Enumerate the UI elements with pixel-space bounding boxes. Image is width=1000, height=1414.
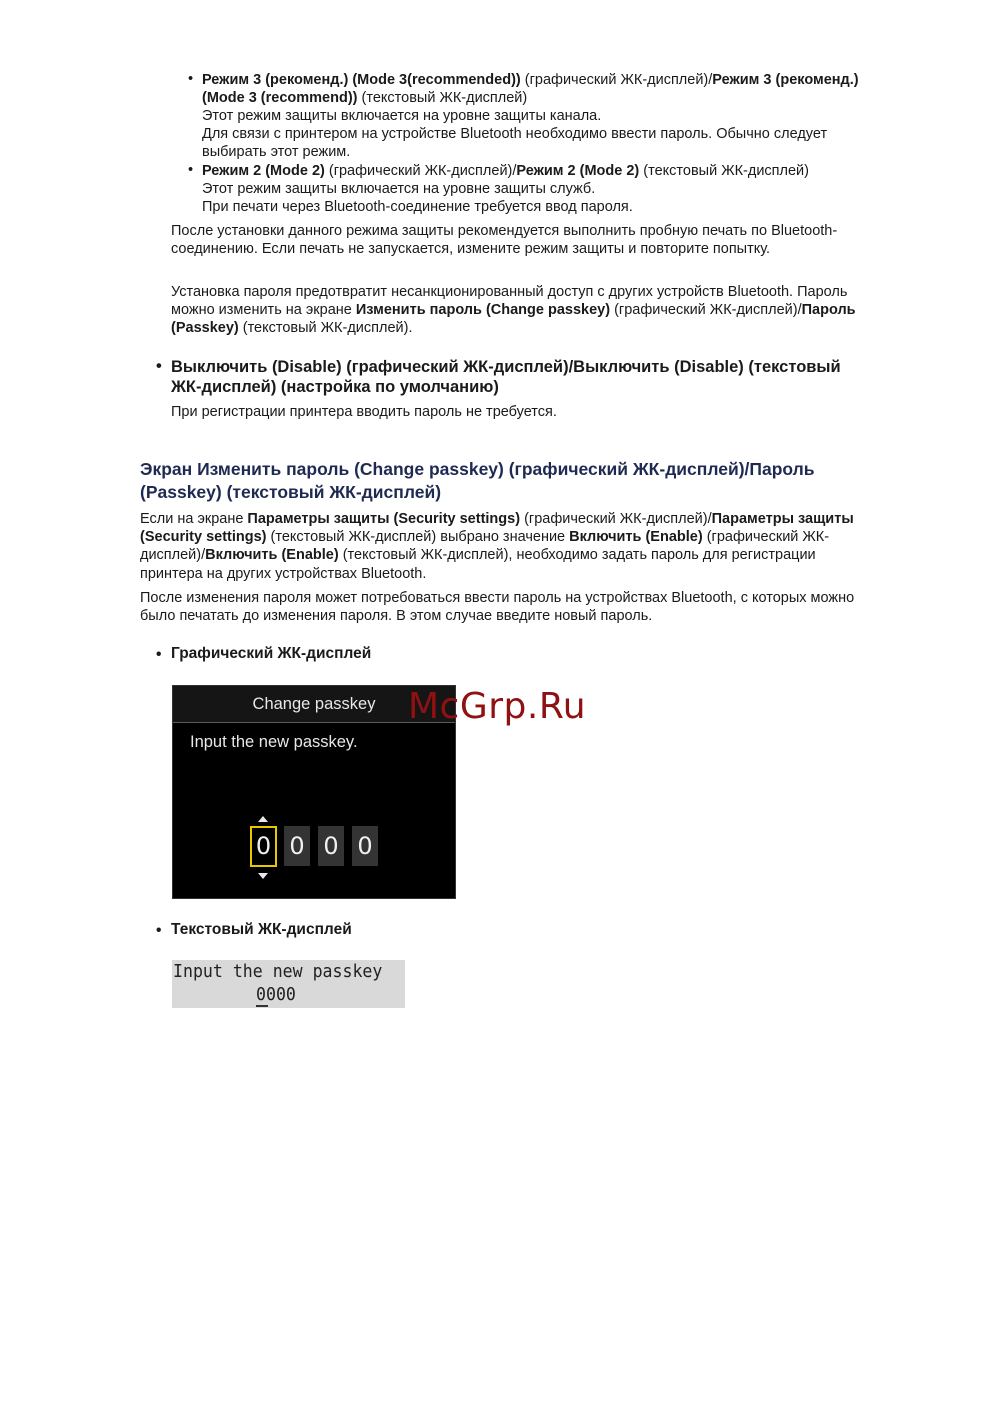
mode2-title-graphic: Режим 2 (Mode 2) bbox=[202, 163, 325, 179]
text-lcd-line1: Input the new passkey bbox=[173, 961, 383, 982]
graphic-lcd-heading: Графический ЖК-дисплей bbox=[171, 645, 372, 662]
text-lcd-heading: Текстовый ЖК-дисплей bbox=[171, 921, 352, 938]
section-text: (текстовый ЖК-дисплей), необходимо задать пароль для регистрации принтера на других устройствах Bluetooth. bbox=[140, 547, 816, 582]
mode3-desc1: Этот режим защиты включается на уровне защиты канала. bbox=[202, 108, 602, 124]
mode2-text-label: (текстовый ЖК-дисплей) bbox=[639, 163, 809, 179]
bullet-text-lcd: • bbox=[156, 922, 162, 939]
passkey-digit-3[interactable]: 0 bbox=[318, 826, 344, 866]
change-passkey-label: Изменить пароль (Change passkey) bbox=[355, 302, 611, 319]
enable-label: Включить (Enable) bbox=[569, 529, 703, 546]
passkey-digit-2[interactable]: 0 bbox=[284, 826, 310, 866]
mode3-desc2: Для связи с принтером на устройстве Bluetooth необходимо ввести пароль. Обычно следует выбирать этот режим. bbox=[202, 126, 828, 161]
passkey-note-text: (графический ЖК-дисплей)/ bbox=[610, 302, 802, 319]
mode2-title bbox=[202, 162, 872, 180]
arrow-up-icon bbox=[258, 816, 268, 822]
passkey-note-text: Установка пароля предотвратит несанкционированный доступ с других устройств Bluetooth. Пароль можно изменить на экране bbox=[171, 284, 848, 319]
mode2-desc2: При печати через Bluetooth-соединение требуется ввод пароля. bbox=[202, 199, 633, 215]
mode2-desc1: Этот режим защиты включается на уровне защиты служб. bbox=[202, 181, 596, 197]
text-lcd-line2: 0000 bbox=[256, 984, 296, 1005]
text-cursor-icon bbox=[256, 1005, 268, 1007]
mode2-graphic-label: (графический ЖК-дисплей)/ bbox=[324, 163, 517, 179]
passkey-digit-1[interactable]: 0 bbox=[250, 826, 277, 867]
bullet-disable: • bbox=[156, 357, 162, 375]
bullet-mode2: • bbox=[188, 162, 194, 178]
disable-desc: При регистрации принтера вводить пароль не требуется. bbox=[171, 404, 557, 420]
security-settings-label: Параметры защиты (Security settings) bbox=[247, 511, 521, 527]
mode3-text-label: (текстовый ЖК-дисплей) bbox=[357, 90, 528, 107]
section-paragraph-2: После изменения пароля может потребоваться ввести пароль на устройствах Bluetooth, с которых можно было печатать до изменения пароля. В этом случае введите новый пароль. bbox=[140, 590, 855, 625]
after-setup-paragraph: После установки данного режима защиты рекомендуется выполнить пробную печать по Bluetooth-соединению. Если печать не запускается, измените режим защиты и повторите попытку. bbox=[171, 223, 838, 258]
passkey-digit-4[interactable]: 0 bbox=[352, 826, 378, 866]
mode2-title-text: Режим 2 (Mode 2) bbox=[516, 163, 640, 179]
text-lcd-screen bbox=[172, 960, 405, 1008]
section-heading: Экран Изменить пароль (Change passkey) (графический ЖК-дисплей)/Пароль (Passkey) (текстовый ЖК-дисплей) bbox=[140, 459, 815, 502]
passkey-note-paragraph bbox=[171, 283, 861, 338]
security-settings-label: Параметры защиты (Security settings) bbox=[140, 511, 854, 546]
bullet-graphic-lcd: • bbox=[156, 646, 162, 663]
passkey-label: Пароль (Passkey) bbox=[171, 302, 856, 337]
lcd-message: Input the new passkey. bbox=[190, 733, 358, 751]
mode3-title-graphic: Режим 3 (рекоменд.) (Mode 3(recommended)) bbox=[202, 72, 521, 88]
disable-title: Выключить (Disable) (графический ЖК-дисплей)/Выключить (Disable) (текстовый ЖК-дисплей) (настройка по умолчанию) bbox=[171, 358, 841, 396]
mode3-title bbox=[202, 71, 872, 107]
watermark: McGrp.Ru bbox=[408, 686, 587, 727]
section-text: (графический ЖК-дисплей)/ bbox=[140, 529, 830, 564]
section-text: (графический ЖК-дисплей)/ bbox=[520, 511, 712, 527]
mode3-graphic-label: (графический ЖК-дисплей)/ bbox=[520, 72, 713, 88]
lcd-title: Change passkey bbox=[173, 686, 455, 723]
section-text: Если на экране bbox=[140, 511, 248, 527]
enable-label: Включить (Enable) bbox=[205, 547, 339, 564]
bullet-mode3: • bbox=[188, 71, 194, 87]
section-text: (текстовый ЖК-дисплей) выбрано значение bbox=[266, 529, 570, 546]
section-paragraph-1 bbox=[140, 510, 870, 583]
mode3-title-text: Режим 3 (рекоменд.) (Mode 3 (recommend)) bbox=[202, 72, 859, 107]
arrow-down-icon bbox=[258, 873, 268, 879]
passkey-note-text: (текстовый ЖК-дисплей). bbox=[238, 320, 413, 337]
